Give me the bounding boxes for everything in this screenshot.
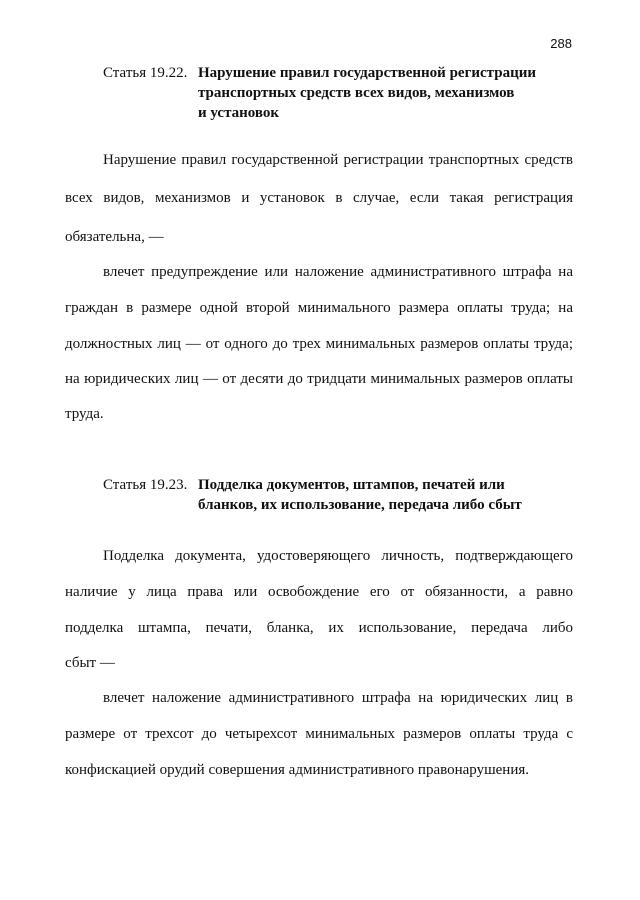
paragraph-line: влечет предупреждение или наложение административного штрафа на	[103, 264, 573, 280]
article-heading-19-22	[103, 63, 583, 123]
article-title-line: бланков, их использование, передача либо сбыт	[198, 497, 522, 513]
page-number: 288	[550, 36, 572, 51]
article-title-line: и установок	[198, 105, 280, 121]
article-heading-19-23	[103, 475, 583, 515]
paragraph-line: сбыт —	[65, 655, 115, 671]
article-number: Статья 19.23.	[103, 477, 188, 493]
paragraph-line: конфискацией орудий совершения административного правонарушения.	[65, 762, 529, 778]
paragraph-line: подделка штампа, печати, бланка, их использование, передача либо	[65, 620, 573, 636]
article-title-line: транспортных средств всех видов, механизмов	[198, 85, 515, 101]
paragraph-line: Нарушение правил государственной регистрации транспортных средств	[103, 152, 573, 168]
paragraph-line: обязательна, —	[65, 229, 164, 245]
paragraph-line: Подделка документа, удостоверяющего личность, подтверждающего	[103, 548, 573, 564]
paragraph-line: труда.	[65, 406, 104, 422]
paragraph-line: на юридических лиц — от десяти до тридцати минимальных размеров оплаты	[65, 371, 573, 387]
article-title-line: Подделка документов, штампов, печатей или	[198, 477, 505, 493]
article-title-line: Нарушение правил государственной регистрации	[198, 65, 536, 81]
article-number: Статья 19.22.	[103, 65, 188, 81]
paragraph-line: должностных лиц — от одного до трех минимальных размеров оплаты труда;	[65, 336, 573, 352]
paragraph-line: граждан в размере одной второй минимального размера оплаты труда; на	[65, 300, 573, 316]
paragraph-line: наличие у лица права или освобождение его от обязанности, а равно	[65, 584, 573, 600]
paragraph-line: всех видов, механизмов и установок в случае, если такая регистрация	[65, 190, 573, 206]
paragraph-line: размере от трехсот до четырехсот минимальных размеров оплаты труда с	[65, 726, 573, 742]
paragraph-line: влечет наложение административного штрафа на юридических лиц в	[103, 690, 573, 706]
